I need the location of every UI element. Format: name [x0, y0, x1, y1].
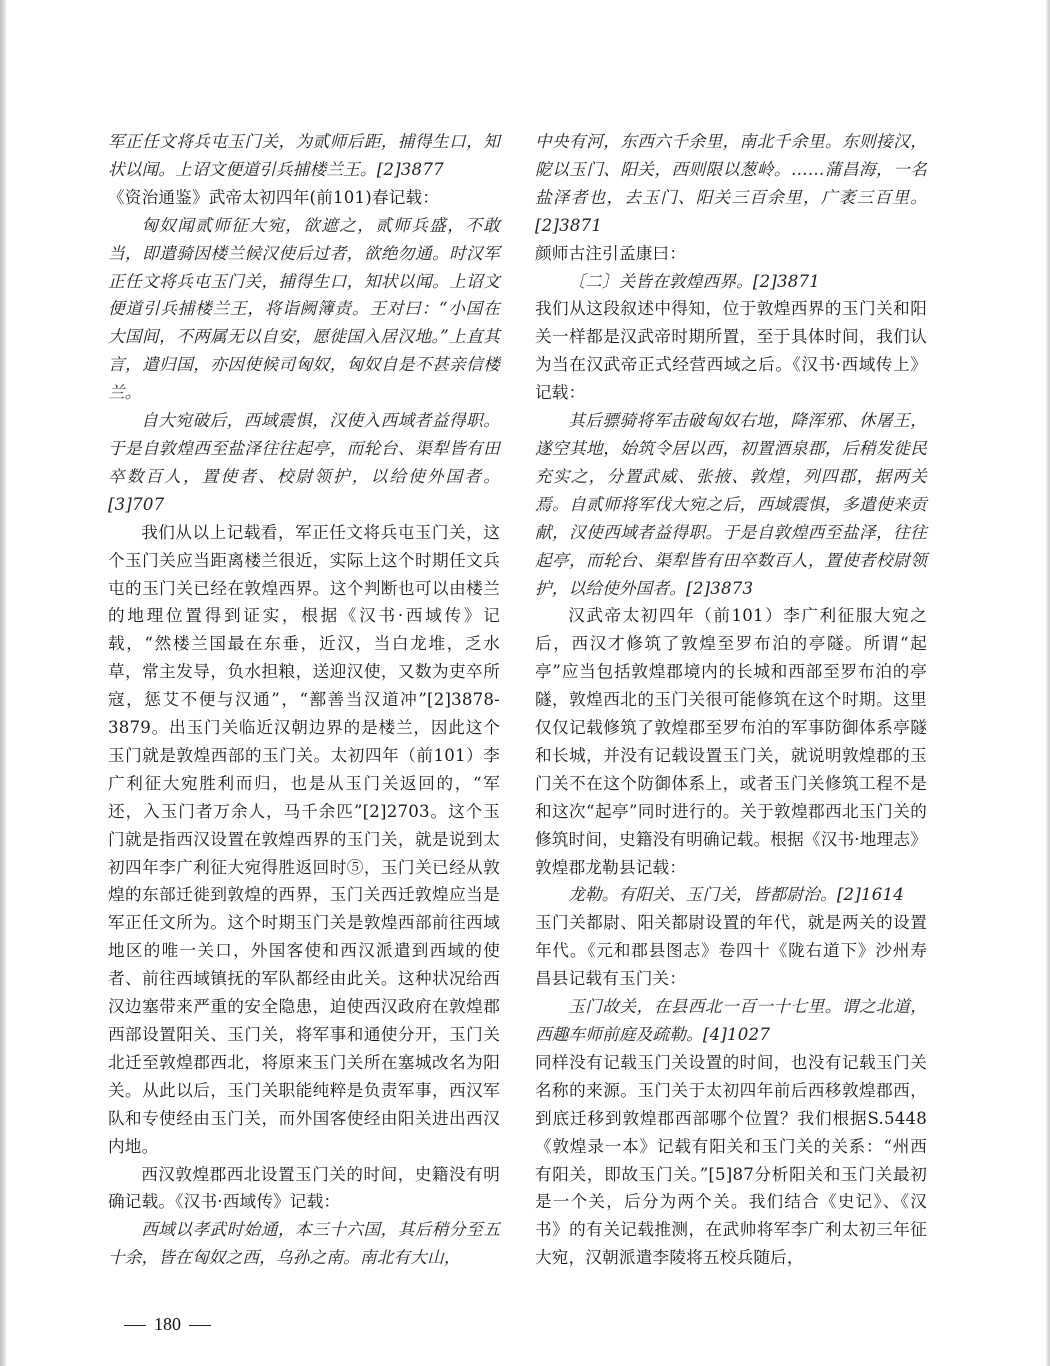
right-paragraph-5: 其后骠骑将军击破匈奴右地，降浑邪、休屠王，遂空其地，始筑令居以西，初置酒泉郡，后稍发徙民充实之，分置武威、张掖、敦煌，列四郡，据两关焉。自贰师将军伐大宛之后，西域震惧，多遣使来贡献，汉使西域者益得职。于是自敦煌西至盐泽，往往起亭，而轮台、渠犁皆有田卒数百人，置使者校尉领护，以给使外国者。[2]3873 — [535, 411, 927, 598]
left-paragraph-7: 西域以孝武时始通，本三十六国，其后稍分至五十余，皆在匈奴之西，乌孙之南。南北有大山， — [108, 1220, 500, 1268]
left-paragraph-2: 《资治通鉴》武帝太初四年(前101)春记载： — [108, 187, 440, 207]
right-paragraph-7: 龙勒。有阳关、玉门关，皆都尉治。[2]1614 — [568, 885, 905, 905]
right-paragraph-1: 中央有河，东西六千余里，南北千余里。东则接汉，阸以玉门、阳关，西则限以葱岭。……蒲昌海，一名盐泽者也，去玉门、阳关三百余里，广袤三百里。[2]3871 — [535, 132, 927, 235]
left-paragraph-4: 自大宛破后，西域震惧，汉使入西域者益得职。于是自敦煌西至盐泽往往起亭，而轮台、渠犁皆有田卒数百人，置使者、校尉领护，以给使外国者。[3]707 — [108, 411, 500, 514]
page-edge-left — [0, 0, 6, 1366]
right-paragraph-10: 同样没有记载玉门关设置的时间，也没有记载玉门关名称的来源。玉门关于太初四年前后西移敦煌郡西，到底迁移到敦煌郡西部哪个位置？我们根据S.5448《敦煌录一本》记载有阳关和玉门关的关系：“州西有阳关，即故玉门关。”[5]87分析阳关和玉门关最初是一个关，后分为两个关。我们结合《史记》、《汉书》的有关记载推测，在武帅将军李广利太初三年征大宛，汉朝派遣李陵将五校兵随后， — [535, 1052, 927, 1268]
page-edge-right — [1046, 0, 1050, 1366]
footer-dash-left — [124, 1325, 146, 1326]
left-paragraph-5: 我们从以上记载看，军正任文将兵屯玉门关，这个玉门关应当距离楼兰很近，实际上这个时期任文兵屯的玉门关已经在敦煌西界。这个判断也可以由楼兰的地理位置得到证实，根据《汉书·西域传》记载，“然楼兰国最在东垂，近汉，当白龙堆，乏水草，常主发导，负水担粮，送迎汉使，又数为吏卒所寇，惩艾不便与汉通”，“鄯善当汉道冲”[2]3878-3879。出玉门关临近汉朝边界的是楼兰，因此这个玉门就是敦煌西部的玉门关。太初四年（前101）李广利征大宛胜利而归，也是从玉门关返回的，“军还，入玉门者万余人，马千余匹”[2]2703。这个玉门就是指西汉设置在敦煌西界的玉门关，就是说到太初四年李广利征大宛得胜返回时⑤，玉门关已经从敦煌的东部迁徙到敦煌的西界，玉门关西迁敦煌应当是军正任文所为。这个时期玉门关是敦煌西部前往西域地区的唯一关口，外国客使和西汉派遣到西域的使者、前往西域镇抚的军队都经由此关。这种状况给西汉边塞带来严重的安全隐患，迫使西汉政府在敦煌郡西部设置阳关、玉门关，将军事和通使分开，玉门关北迁至敦煌郡西北，将原来玉门关所在塞城改名为阳关。从此以后，玉门关职能纯粹是负责军事，西汉军队和专使经由玉门关，而外国客使经由阳关进出西汉内地。 — [108, 522, 500, 1156]
right-column — [535, 128, 927, 1272]
right-paragraph-6: 汉武帝太初四年（前101）李广利征服大宛之后，西汉才修筑了敦煌至罗布泊的亭隧。所谓“起亭”应当包括敦煌郡境内的长城和西部至罗布泊的亭隧，敦煌西北的玉门关很可能修筑在这个时期。这里仅仅记载修筑了敦煌郡至罗布泊的军事防御体系亭隧和长城，并没有记载设置玉门关，就说明敦煌郡的玉门关不在这个防御体系上，或者玉门关修筑工程不是和这次“起亭”同时进行的。关于敦煌郡西北玉门关的修筑时间，史籍没有明确记载。根据《汉书·地理志》敦煌郡龙勒县记载： — [535, 606, 927, 877]
right-paragraph-4: 我们从这段叙述中得知，位于敦煌西界的玉门关和阳关一样都是汉武帝时期所置，至于具体时间，我们认为当在汉武帝正式经营西域之后。《汉书·西域传上》记载： — [535, 299, 927, 403]
right-paragraph-9: 玉门故关，在县西北一百一十七里。谓之北道，西趣车师前庭及疏勒。[4]1027 — [535, 997, 927, 1044]
page-footer — [116, 1306, 219, 1342]
left-column — [108, 128, 500, 1272]
left-paragraph-1: 军正任文将兵屯玉门关，为贰师后距，捕得生口，知状以闻。上诏文便道引兵捕楼兰王。[2]3877 — [108, 132, 500, 179]
right-paragraph-3: 〔二〕关皆在敦煌西界。[2]3871 — [568, 271, 821, 291]
right-paragraph-8: 玉门关都尉、阳关都尉设置的年代，就是两关的设置年代。《元和郡县图志》卷四十《陇右道下》沙州寿昌县记载有玉门关： — [535, 913, 927, 989]
right-paragraph-2: 颜师古注引孟康曰： — [535, 243, 687, 263]
footer-dash-right — [189, 1325, 211, 1326]
page-number: 180 — [154, 1314, 181, 1334]
left-paragraph-6: 西汉敦煌郡西北设置玉门关的时间，史籍没有明确记载。《汉书·西域传》记载： — [108, 1164, 500, 1212]
left-paragraph-3: 匈奴闻贰师征大宛，欲遮之，贰师兵盛，不敢当，即遣骑因楼兰候汉使后过者，欲绝勿通。时汉军正任文将兵屯玉门关，捕得生口，知状以闻。上诏文便道引兵捕楼兰王，将诣阙簿责。王对曰：“小国在大国间，不两属无以自安，愿徙国入居汉地。”上直其言，遣归国，亦因使候司匈奴，匈奴自是不甚亲信楼兰。 — [108, 215, 500, 403]
